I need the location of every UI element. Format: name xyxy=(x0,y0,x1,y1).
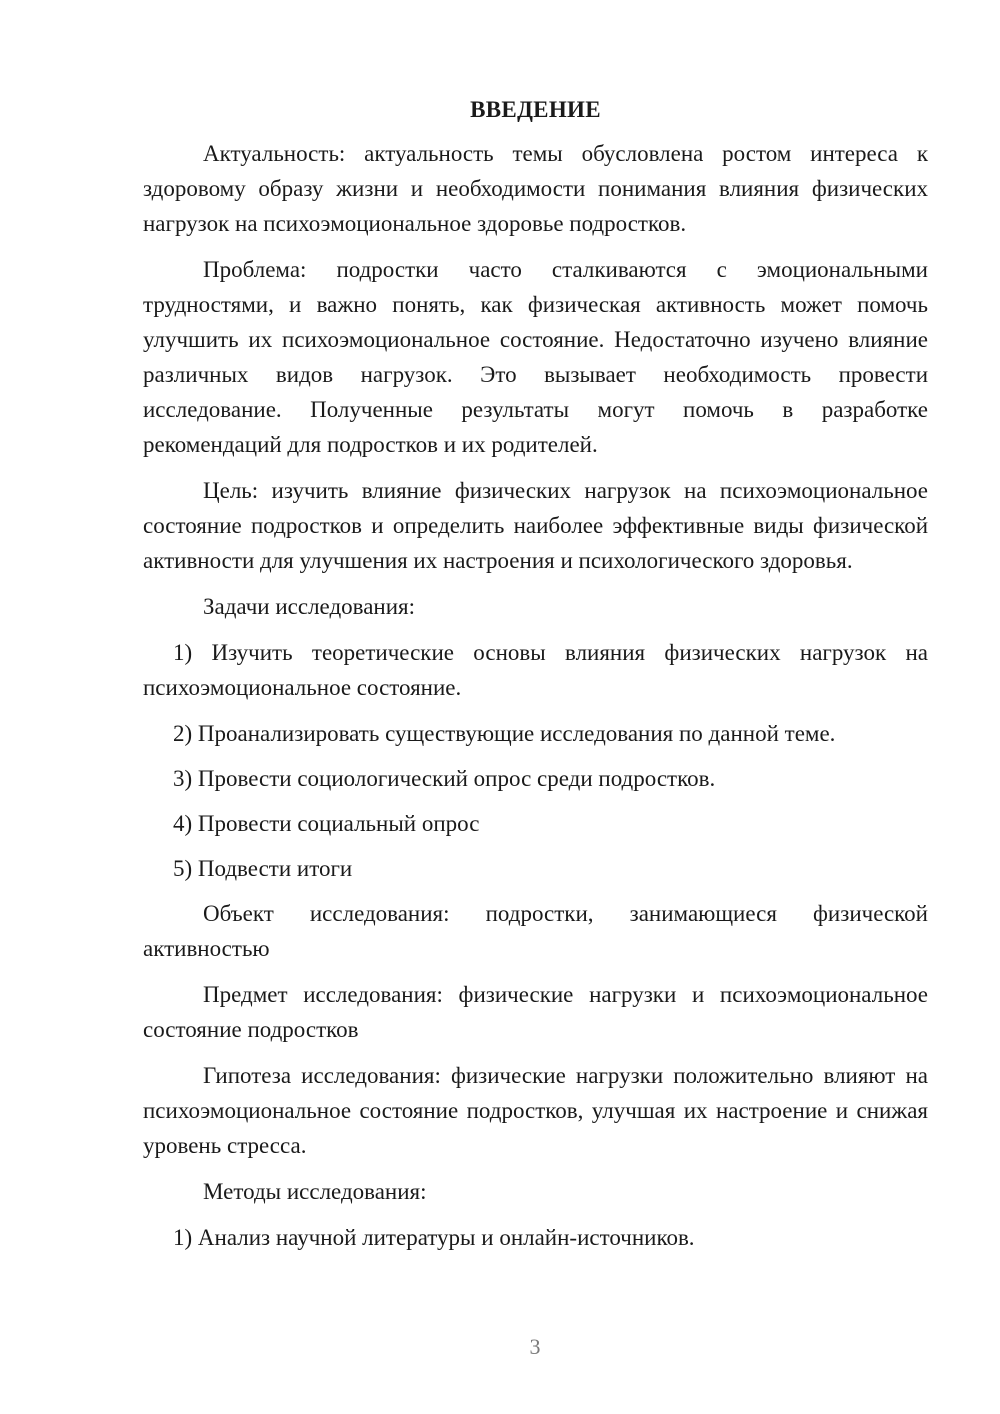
task-item-1: 1) Изучить теоретические основы влияния физических нагрузок на психоэмоциональное состояние. xyxy=(143,640,928,700)
page-number: 3 xyxy=(529,1334,541,1359)
task-item-2: 2) Проанализировать существующие исследования по данной теме. xyxy=(173,721,836,746)
paragraph-relevance: Актуальность: актуальность темы обусловлена ростом интереса к здоровому образу жизни и необходимости понимания влияния физических нагрузок на психоэмоциональное здоровье подростков. xyxy=(143,141,928,236)
page-body xyxy=(143,92,928,1265)
task-item-3: 3) Провести социологический опрос среди подростков. xyxy=(173,766,716,791)
tasks-heading: Задачи исследования: xyxy=(203,594,416,619)
paragraph-goal: Цель: изучить влияние физических нагрузок на психоэмоциональное состояние подростков и определить наиболее эффективные виды физической активности для улучшения их настроения и психологического здоровья. xyxy=(143,478,928,573)
section-title: ВВЕДЕНИЕ xyxy=(470,97,601,122)
task-item-5: 5) Подвести итоги xyxy=(173,856,353,881)
methods-heading: Методы исследования: xyxy=(203,1179,427,1204)
task-item-4: 4) Провести социальный опрос xyxy=(173,811,480,836)
paragraph-hypothesis: Гипотеза исследования: физические нагрузки положительно влияют на психоэмоциональное состояние подростков, улучшая их настроение и снижая уровень стресса. xyxy=(143,1063,928,1158)
method-item-1: 1) Анализ научной литературы и онлайн-источников. xyxy=(173,1225,695,1250)
paragraph-object: Объект исследования: подростки, занимающиеся физической активностью xyxy=(143,901,928,961)
paragraph-problem: Проблема: подростки часто сталкиваются с эмоциональными трудностями, и важно понять, как физическая активность может помочь улучшить их психоэмоциональное состояние. Недостаточно изучено влияние различных видов нагрузок. Это вызывает необходимость провести исследование. Полученные результаты могут помочь в разработке рекомендаций для подростков и их родителей. xyxy=(143,257,928,457)
paragraph-subject: Предмет исследования: физические нагрузки и психоэмоциональное состояние подростков xyxy=(143,982,928,1042)
